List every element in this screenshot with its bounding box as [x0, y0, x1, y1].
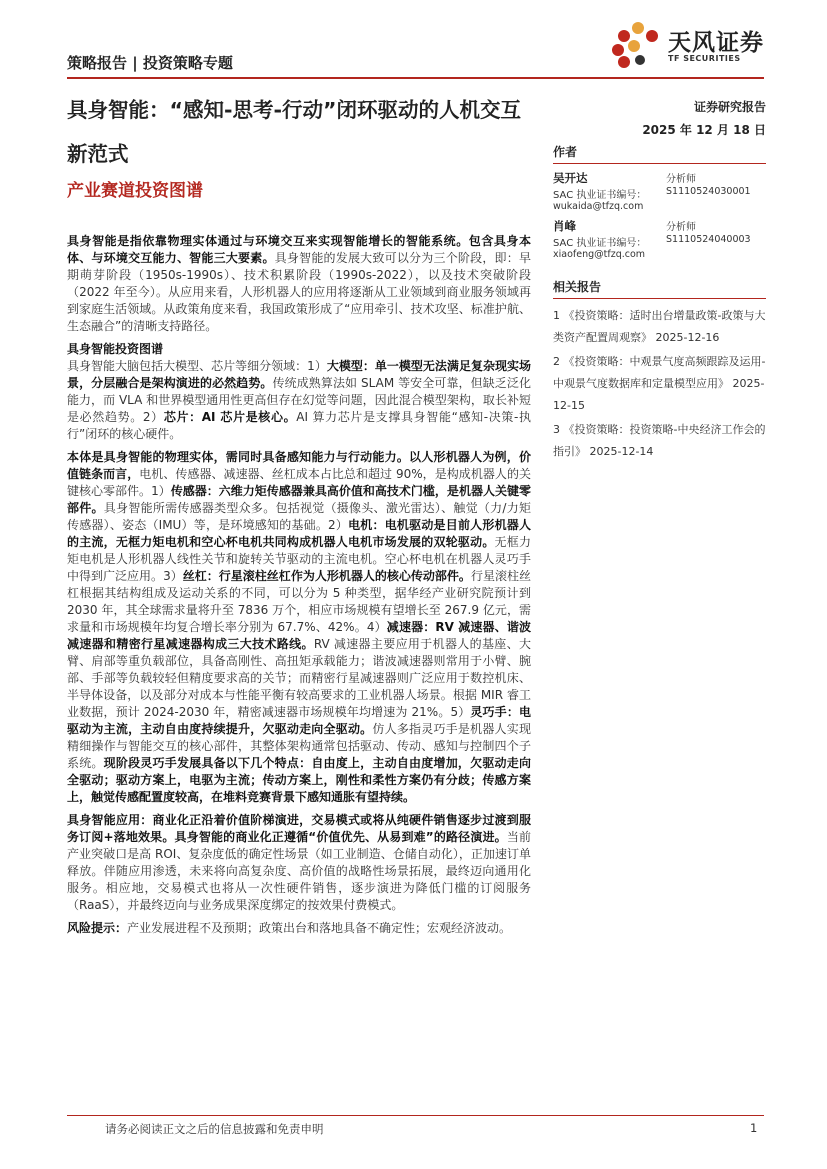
- report-type-header: 策略报告 | 投资策略专题: [67, 54, 233, 72]
- author-block: [553, 218, 766, 260]
- report-title: 具身智能：“感知-思考-行动”闭环驱动的人机交互新范式: [67, 98, 521, 166]
- footer-disclaimer: 请务必阅读正文之后的信息披露和免责申明: [105, 1122, 324, 1136]
- body-bold-c: 电机：电机驱动是目前人形机器人的主流，无框力矩电机和空心杯电机共同构成机器人电机市场发展的双轮驱动。: [67, 518, 531, 549]
- body-text-c: 无框力矩电机是人形机器人线性关节和旋转关节驱动的主流电机。空心杯电机在机器人灵巧手中得到广泛应用。3）: [67, 535, 531, 583]
- application-text: 当前产业突破口是高 ROI、复杂度低的确定性场景（如工业制造、仓储自动化），正加速订单释放。伴随应用渗透，未来将向高复杂度、高价值的战略性场景拓展，最终迈向通用化服务。相应地，交易模式也将从一次性硬件销售，逐步演进为降低门槛的订阅服务（RaaS），并最终迈向与业务成果深度绑定的按效果付费模式。: [67, 830, 531, 912]
- author-email[interactable]: wukaida@tfzq.com: [553, 201, 644, 212]
- body-bold-b: 传感器：六维力矩传感器兼具高价值和高技术门槛，是机器人关键零部件。: [67, 484, 531, 515]
- body-bold-a: 本体是具身智能的物理实体，需同时具备感知能力与行动能力。以人形机器人为例，价值链条而言，: [67, 450, 531, 481]
- sac-label: SAC 执业证书编号：: [553, 190, 647, 201]
- header-divider: [67, 77, 764, 79]
- author-name: 肖峰: [553, 219, 576, 233]
- body-text-f: 仿人多指灵巧手是机器人实现精细操作与智能交互的核心部件，其整体架构通常包括驱动、传动、感知与控制四个子系统。: [67, 722, 531, 770]
- risk-paragraph: [67, 920, 531, 937]
- sac-label: SAC 执业证书编号：: [553, 238, 647, 249]
- author-email[interactable]: xiaofeng@tfzq.com: [553, 249, 646, 260]
- report-category: 证券研究报告: [693, 100, 766, 114]
- page-number: 1: [750, 1121, 758, 1135]
- logo-name: 天风证券: [668, 30, 764, 56]
- sidebar: [553, 98, 766, 465]
- brain-paragraph: [67, 358, 531, 443]
- company-logo: [610, 20, 770, 72]
- brain-text-b: 传统成熟算法如 SLAM 等安全可靠，但缺乏泛化能力，而 VLA 和世界模型通用性更高但存在幻觉等问题，因此混合模型架构，取长补短是必然趋势。2）: [67, 376, 531, 424]
- risk-text: 产业发展进程不及预期；政策出台和落地具备不确定性；宏观经济波动。: [127, 921, 512, 935]
- author-block: [553, 170, 766, 212]
- body-text-b: 具身智能所需传感器类型众多。包括视觉（摄像头、激光雷达）、触觉（力/力矩传感器）、姿态（IMU）等，是环境感知的基础。2）: [67, 501, 531, 532]
- application-paragraph: [67, 812, 531, 914]
- report-date: 2025 年 12 月 18 日: [642, 123, 766, 137]
- brain-bold-a: 大模型：单一模型无法满足复杂现实场景，分层融合是架构演进的必然趋势。: [67, 359, 531, 390]
- body-bold-f: 灵巧手：电驱动为主流，主动自由度持续提升，欠驱动走向全驱动。: [67, 705, 531, 736]
- body-paragraph: [67, 449, 531, 806]
- main-content: [67, 233, 531, 943]
- author-name: 吴开达: [553, 171, 588, 185]
- footer-divider: [67, 1115, 764, 1116]
- logo-mark-icon: [610, 20, 666, 72]
- summary-text: 具身智能的发展大致可以分为三个阶段，即：早期萌芽阶段（1950s-1990s）、技术积累阶段（1990s-2022），以及技术突破阶段（2022 年至今）。从应用来看，人形机器人的应用将逐渐从工业领域到商业服务领域再到家庭生活领域。从政策角度来看，我国政策形成了“应用牵引、技术攻坚、标准护航、生态融合”的清晰支持路径。: [67, 251, 531, 333]
- author-role: 分析师: [666, 222, 696, 233]
- authors-title: 作者: [553, 143, 766, 164]
- summary-bold: 具身智能是指依靠物理实体通过与环境交互来实现智能增长的智能系统。包含具身本体、与环境交互能力、智能三大要素。: [67, 234, 531, 265]
- sac-number: S1110524030001: [666, 186, 751, 197]
- sac-number: S1110524040003: [666, 234, 751, 245]
- brain-bold-b: 芯片：AI 芯片是核心。: [163, 410, 297, 424]
- logo-name-en: TF SECURITIES: [668, 54, 741, 63]
- related-report-item[interactable]: 2 《投资策略：中观景气度高频跟踪及运用-中观景气度数据库和定量模型应用》 2025-12-15: [553, 355, 766, 412]
- brain-text-a: 具身智能大脑包括大模型、芯片等细分领域：1）: [67, 359, 327, 373]
- body-text-d: 行星滚柱丝杠根据其结构组成及运动关系的不同，可以分为 5 种类型，据华经产业研究院预计到 2030 年，其全球需求量将升至 7836 万个，相应市场规模有望增长至 267.9 亿元，需求量和市场规模年均复合增长率分别为 67.7%、42%。4）: [67, 569, 531, 634]
- body-bold-d: 丝杠：行星滚柱丝杠作为人形机器人的核心传动部件。: [182, 569, 471, 583]
- author-role: 分析师: [666, 174, 696, 185]
- related-reports-list: [553, 305, 766, 463]
- body-text-a: 电机、传感器、减速器、丝杠成本占比总和超过 90%，是构成机器人的关键核心零部件。1）: [67, 467, 531, 498]
- brain-text-c: AI 算力芯片是支撑具身智能“感知-决策-执行”闭环的核心硬件。: [67, 410, 531, 441]
- body-bold-g: 现阶段灵巧手发展具备以下几个特点：自由度上，主动自由度增加，欠驱动走向全驱动；驱动方案上，电驱为主流；传动方案上，刚性和柔性方案仍有分歧；传感方案上，触觉传感配置度较高，在堆料竞赛背景下感知通胀有望持续。: [67, 756, 531, 804]
- summary-paragraph: [67, 233, 531, 335]
- section-heading-investment-map: 具身智能投资图谱: [67, 342, 164, 356]
- body-bold-e: 减速器：RV 减速器、谐波减速器和精密行星减速器构成三大技术路线。: [67, 620, 531, 651]
- report-subtitle: 产业赛道投资图谱: [67, 181, 203, 201]
- body-text-e: RV 减速器主要应用于机器人的基座、大臂、肩部等重负载部位，具备高刚性、高扭矩承载能力；谐波减速器则常用于小臂、腕部、手部等负载较轻但精度要求高的关节；而精密行星减速器则广泛应用于数控机床、半导体设备，以及部分对成本与性能平衡有较高要求的工业机器人场景。根据 MIR 睿工业数据，预计 2024-2030 年，精密减速器市场规模年均增速为 21%。5）: [67, 637, 531, 719]
- risk-label: 风险提示：: [67, 921, 128, 935]
- application-bold: 具身智能应用：商业化正沿着价值阶梯演进，交易模式或将从纯硬件销售逐步过渡到服务订阅+落地效果。具身智能的商业化正遵循“价值优先、从易到难”的路径演进。: [67, 813, 531, 844]
- related-reports-title: 相关报告: [553, 278, 766, 299]
- related-report-item[interactable]: 1 《投资策略：适时出台增量政策-政策与大类资产配置周观察》 2025-12-16: [553, 309, 766, 344]
- related-report-item[interactable]: 3 《投资策略：投资策略-中央经济工作会的指引》 2025-12-14: [553, 423, 766, 458]
